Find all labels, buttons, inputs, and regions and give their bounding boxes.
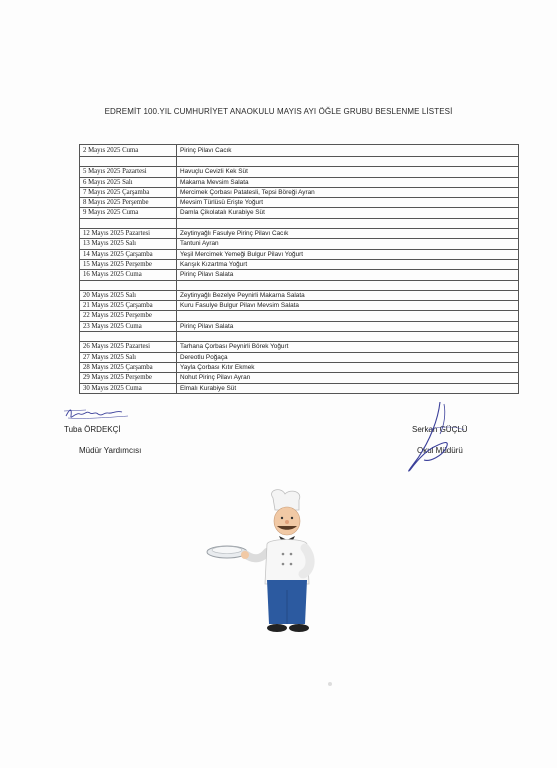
table-row (80, 167, 519, 177)
right-signatory-name: Serkan GÜÇLÜ (412, 425, 468, 434)
table-row (80, 362, 519, 372)
table-row (80, 352, 519, 362)
date-cell: 22 Mayıs 2025 Perşembe (80, 311, 177, 321)
menu-cell: Tantuni Ayran (177, 239, 519, 249)
meal-menu-table (79, 144, 519, 394)
document-title: EDREMİT 100.YIL CUMHURİYET ANAOKULU MAYIS AYI ÖĞLE GRUBU BESLENME LİSTESİ (104, 107, 453, 116)
date-cell: 6 Mayıs 2025 Salı (80, 177, 177, 187)
menu-cell (177, 218, 519, 228)
date-cell: 20 Mayıs 2025 Salı (80, 290, 177, 300)
table-row (80, 218, 519, 228)
menu-cell: Yeşil Mercimek Yemeği Bulgur Pilavı Yoğurt (177, 249, 519, 259)
date-cell: 9 Mayıs 2025 Cuma (80, 208, 177, 218)
menu-cell: Elmalı Kurabiye Süt (177, 383, 519, 393)
signature-right-icon (400, 400, 470, 478)
table-row (80, 373, 519, 383)
menu-cell: Pirinç Pilavı Cacık (177, 145, 519, 157)
table-row (80, 259, 519, 269)
date-cell: 29 Mayıs 2025 Perşembe (80, 373, 177, 383)
date-cell: 5 Mayıs 2025 Pazartesi (80, 167, 177, 177)
date-cell: 26 Mayıs 2025 Pazartesi (80, 342, 177, 352)
table-row (80, 157, 519, 167)
table-row (80, 177, 519, 187)
table-row (80, 198, 519, 208)
date-cell: 30 Mayıs 2025 Cuma (80, 383, 177, 393)
date-cell: 13 Mayıs 2025 Salı (80, 239, 177, 249)
table-row (80, 208, 519, 218)
menu-cell (177, 332, 519, 342)
date-cell: 27 Mayıs 2025 Salı (80, 352, 177, 362)
table-row (80, 290, 519, 300)
date-cell: 21 Mayıs 2025 Çarşamba (80, 301, 177, 311)
menu-cell: Havuçlu Cevizli Kek Süt (177, 167, 519, 177)
scan-speck (328, 682, 332, 686)
menu-cell: Zeytinyağlı Bezelye Peynirli Makarna Salata (177, 290, 519, 300)
menu-cell (177, 280, 519, 290)
menu-cell (177, 311, 519, 321)
date-cell (80, 280, 177, 290)
left-signatory-name: Tuba ÖRDEKÇİ (64, 425, 121, 434)
table-row (80, 301, 519, 311)
menu-cell: Dereotlu Poğaça (177, 352, 519, 362)
date-cell (80, 157, 177, 167)
menu-cell: Nohut Pirinç Pilavı Ayran (177, 373, 519, 383)
date-cell: 16 Mayıs 2025 Cuma (80, 270, 177, 280)
menu-cell: Mercimek Çorbası Patatesli, Tepsi Böreği Ayran (177, 187, 519, 197)
table-row (80, 187, 519, 197)
table-row (80, 342, 519, 352)
table-row (80, 270, 519, 280)
menu-cell: Pirinç Pilavı Salata (177, 321, 519, 331)
menu-cell (177, 157, 519, 167)
date-cell: 8 Mayıs 2025 Perşembe (80, 198, 177, 208)
table-row (80, 239, 519, 249)
menu-cell: Yayla Çorbası Kıtır Ekmek (177, 362, 519, 372)
menu-cell: Kuru Fasulye Bulgur Pilavı Mevsim Salata (177, 301, 519, 311)
date-cell (80, 218, 177, 228)
menu-cell: Makarna Mevsim Salata (177, 177, 519, 187)
table-row (80, 311, 519, 321)
right-signatory-role: Okul Müdürü (417, 446, 463, 455)
menu-cell: Karışık Kızartma Yoğurt (177, 259, 519, 269)
meal-menu-body (80, 145, 519, 394)
menu-cell: Damla Çikolatalı Kurabiye Süt (177, 208, 519, 218)
menu-cell: Zeytinyağlı Fasulye Pirinç Pilavı Cacık (177, 229, 519, 239)
table-row (80, 280, 519, 290)
date-cell: 15 Mayıs 2025 Perşembe (80, 259, 177, 269)
signature-left-icon (62, 404, 142, 422)
date-cell: 23 Mayıs 2025 Cuma (80, 321, 177, 331)
table-row (80, 321, 519, 331)
menu-cell: Tarhana Çorbası Peynirli Börek Yoğurt (177, 342, 519, 352)
table-row (80, 383, 519, 393)
table-row (80, 332, 519, 342)
menu-cell: Pirinç Pilavı Salata (177, 270, 519, 280)
date-cell: 28 Mayıs 2025 Çarşamba (80, 362, 177, 372)
date-cell: 7 Mayıs 2025 Çarşamba (80, 187, 177, 197)
table-row (80, 249, 519, 259)
table-row (80, 145, 519, 157)
table-row (80, 229, 519, 239)
date-cell: 12 Mayıs 2025 Pazartesi (80, 229, 177, 239)
chef-illustration-icon (205, 488, 325, 638)
menu-cell: Mevsim Türlüsü Erişte Yoğurt (177, 198, 519, 208)
left-signatory-role: Müdür Yardımcısı (79, 446, 142, 455)
date-cell: 14 Mayıs 2025 Çarşamba (80, 249, 177, 259)
date-cell (80, 332, 177, 342)
date-cell: 2 Mayıs 2025 Cuma (80, 145, 177, 157)
